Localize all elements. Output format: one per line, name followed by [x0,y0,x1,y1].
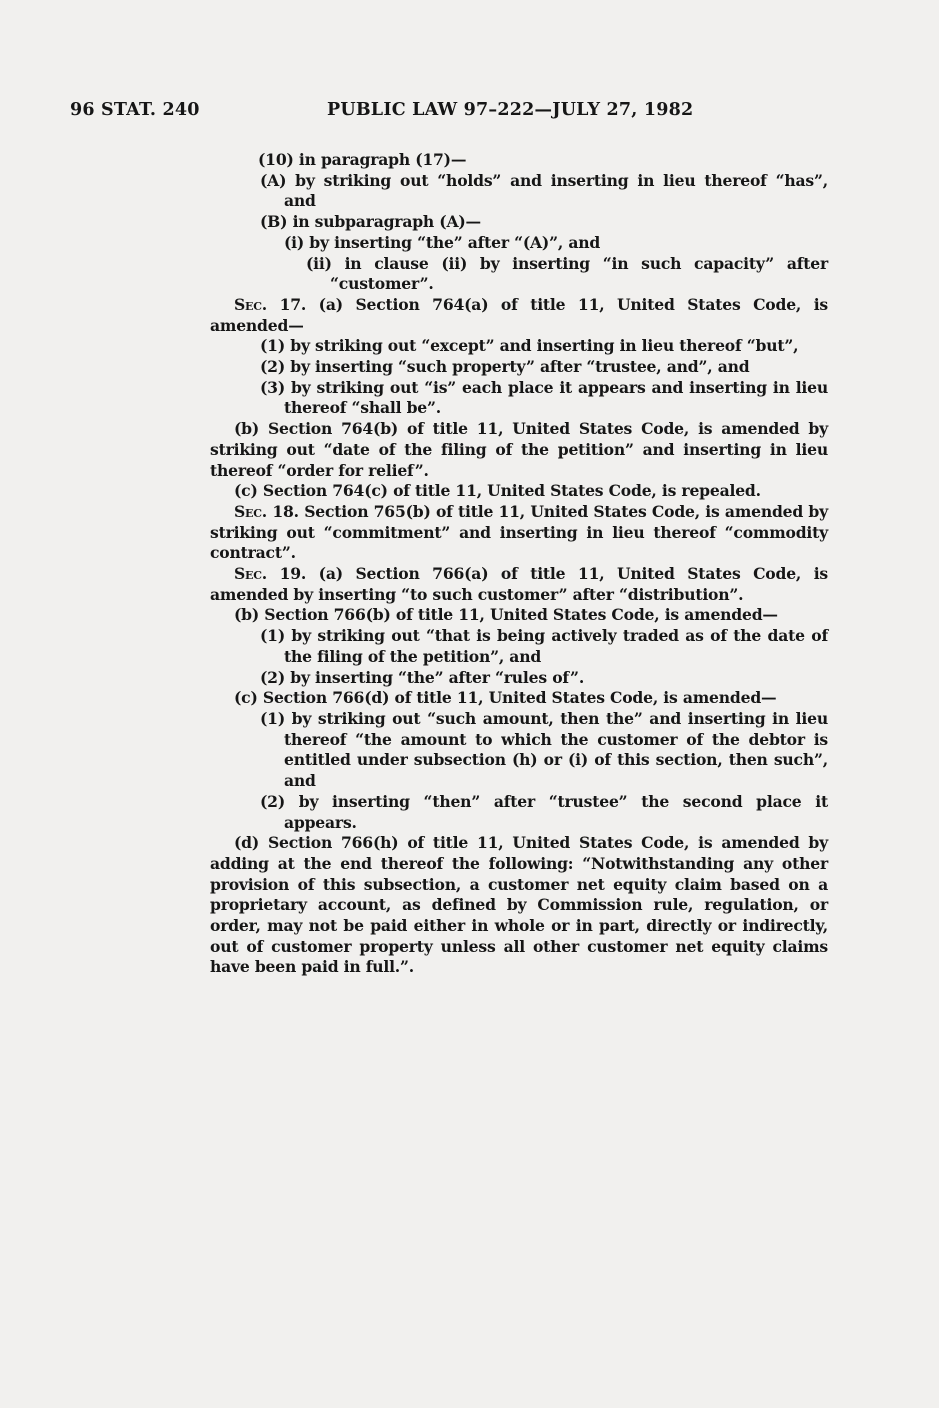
section-17-b: (b) Section 764(b) of title 11, United States Code, is amended by striking out “date of the filing of the petition” and inserting in lieu thereof “order for relief”. [210,419,828,480]
section-19-a [210,564,828,605]
section-label: Sec. [234,294,268,314]
section-17-a-text: 17. (a) Section 764(a) of title 11, United States Code, is amended— [210,294,828,335]
section-17-a [210,295,828,336]
section-19-b-2: (2) by inserting “the” after “rules of”. [260,667,585,687]
document-body [210,150,828,978]
statute-page-number: 96 STAT. 240 [70,100,200,120]
paragraph-10-B-ii: (ii) in clause (ii) by inserting “in such capacity” after “customer”. [306,253,828,294]
section-19-b: (b) Section 766(b) of title 11, United States Code, is amended— [234,605,778,625]
section-19-d: (d) Section 766(h) of title 11, United States Code, is amended by adding at the end thereof the following: “Notwithstanding any other provision of this subsection, a customer net equity claim based on a proprietary account, as defined by Commission rule, regulation, or order, may not be paid either in whole or in part, directly or indirectly, out of customer property unless all other customer net equity claims have been paid in full.”. [210,833,828,977]
section-19-a-text: 19. (a) Section 766(a) of title 11, United States Code, is amended by inserting “to such customer” after “distribution”. [210,564,828,604]
section-18-text: 18. Section 765(b) of title 11, United States Code, is amended by striking out “commitment” and inserting in lieu thereof “commodity contract”. [210,501,828,563]
paragraph-10-B-i: (i) by inserting “the” after “(A)”, and [284,232,601,252]
section-17-c: (c) Section 764(c) of title 11, United States Code, is repealed. [234,481,761,501]
section-17-a-1: (1) by striking out “except” and inserting in lieu thereof “but”, [260,336,799,356]
section-19-b-1: (1) by striking out “that is being actively traded as of the date of the filing of the petition”, and [260,626,828,666]
section-18 [210,502,828,564]
section-label: Sec. [234,501,268,521]
section-label: Sec. [234,564,268,584]
paragraph-10-B: (B) in subparagraph (A)— [260,212,481,232]
page-header [0,100,939,130]
paragraph-10: (10) in paragraph (17)— [258,150,467,169]
section-19-c-2: (2) by inserting “then” after “trustee” the second place it appears. [260,791,828,832]
paragraph-10-A: (A) by striking out “holds” and inserting in lieu thereof “has”, and [260,170,828,211]
section-19-c-1: (1) by striking out “such amount, then the” and inserting in lieu thereof “the amount to which the customer of the debtor is entitled under subsection (h) or (i) of this section, then such”, and [260,708,828,791]
section-19-c: (c) Section 766(d) of title 11, United States Code, is amended— [234,688,777,708]
section-17-a-2: (2) by inserting “such property” after “trustee, and”, and [260,357,750,377]
running-title: PUBLIC LAW 97–222—JULY 27, 1982 [327,100,694,120]
section-17-a-3: (3) by striking out “is” each place it appears and inserting in lieu thereof “shall be”. [260,377,828,418]
